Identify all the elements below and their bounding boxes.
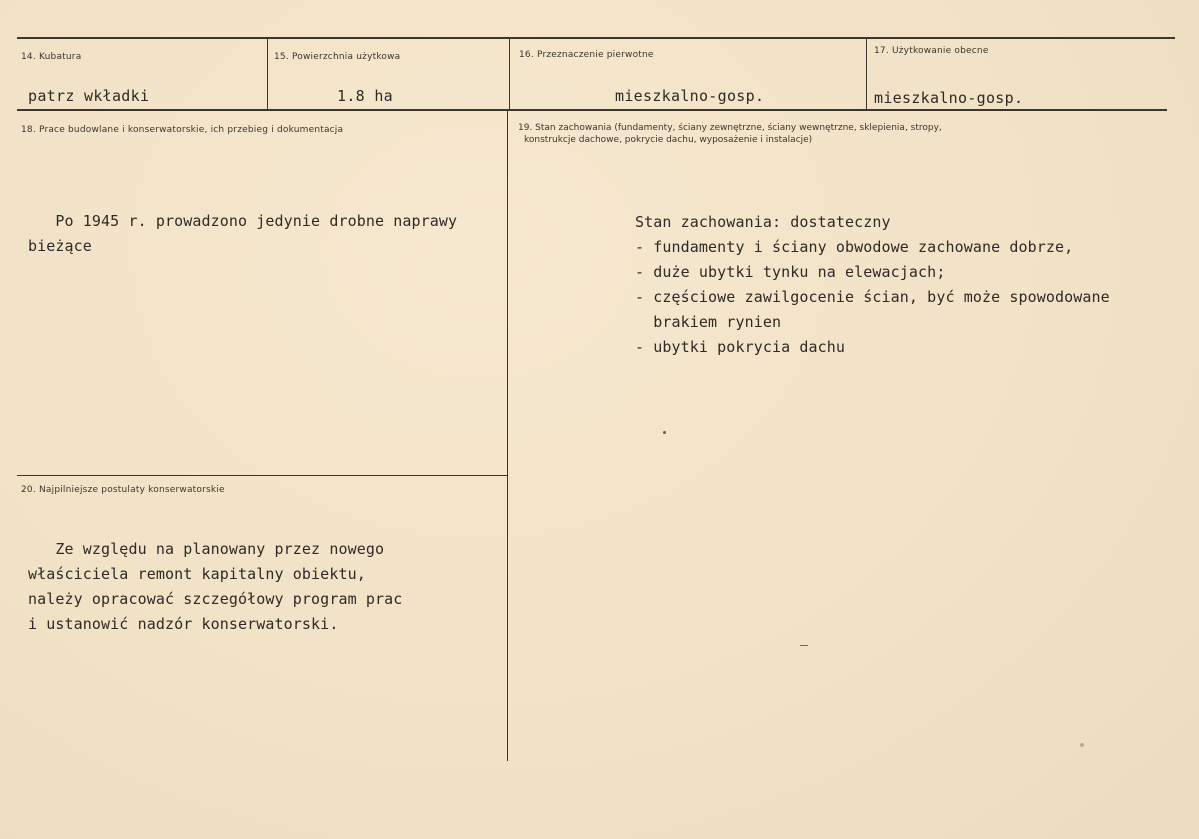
field-19-label (518, 122, 1008, 146)
divider-15-16 (509, 39, 510, 111)
paper-speck (663, 431, 666, 434)
field-14-value: patrz wkładki (28, 87, 150, 105)
field-16-label: 16. Przeznaczenie pierwotne (519, 50, 654, 60)
field-15-value: 1.8 ha (337, 87, 393, 105)
field-19-line: - ubytki pokrycia dachu (635, 338, 846, 356)
field-17-label: 17. Użytkowanie obecne (874, 46, 989, 56)
section-18-bottom-rule (17, 475, 507, 476)
field-20-label: 20. Najpilniejsze postulaty konserwatorskie (21, 485, 225, 495)
field-20-text (28, 537, 402, 637)
field-15-label: 15. Powierzchnia użytkowa (274, 52, 401, 62)
divider-14-15 (267, 39, 268, 111)
divider-left-right (507, 111, 508, 761)
field-20-line: Ze względu na planowany przez nowego (28, 540, 385, 558)
field-19-line: - częściowe zawilgocenie ścian, być może spowodowane (635, 288, 1110, 306)
divider-16-17 (866, 39, 867, 111)
top-rule (17, 37, 1175, 39)
field-18-line: Po 1945 r. prowadzono jedynie drobne naprawy (28, 212, 458, 230)
field-20-line: należy opracować szczegółowy program prac (28, 590, 403, 608)
field-19-text (635, 210, 1110, 360)
field-19-line: brakiem rynien (635, 313, 782, 331)
field-19-label-line: konstrukcje dachowe, pokrycie dachu, wyposażenie i instalacje) (524, 135, 813, 145)
paper-speck (800, 645, 808, 646)
field-18-label: 18. Prace budowlane i konserwatorskie, ich przebieg i dokumentacja (21, 125, 344, 135)
header-row-bottom-rule (17, 109, 1167, 111)
field-19-line: - fundamenty i ściany obwodowe zachowane dobrze, (635, 238, 1074, 256)
field-20-line: właściciela remont kapitalny obiektu, (28, 565, 366, 583)
field-20-line: i ustanowić nadzór konserwatorski. (28, 615, 339, 633)
paper-speck (1080, 743, 1084, 747)
field-17-value: mieszkalno-gosp. (874, 89, 1024, 107)
field-19-line: - duże ubytki tynku na elewacjach; (635, 263, 946, 281)
field-18-line: bieżące (28, 237, 92, 255)
field-18-text (28, 209, 457, 259)
field-19-line: Stan zachowania: dostateczny (635, 213, 891, 231)
field-19-label-line: 19. Stan zachowania (fundamenty, ściany zewnętrzne, ściany wewnętrzne, sklepienia, stropy, (518, 123, 942, 133)
field-16-value: mieszkalno-gosp. (615, 87, 765, 105)
field-14-label: 14. Kubatura (21, 52, 82, 62)
